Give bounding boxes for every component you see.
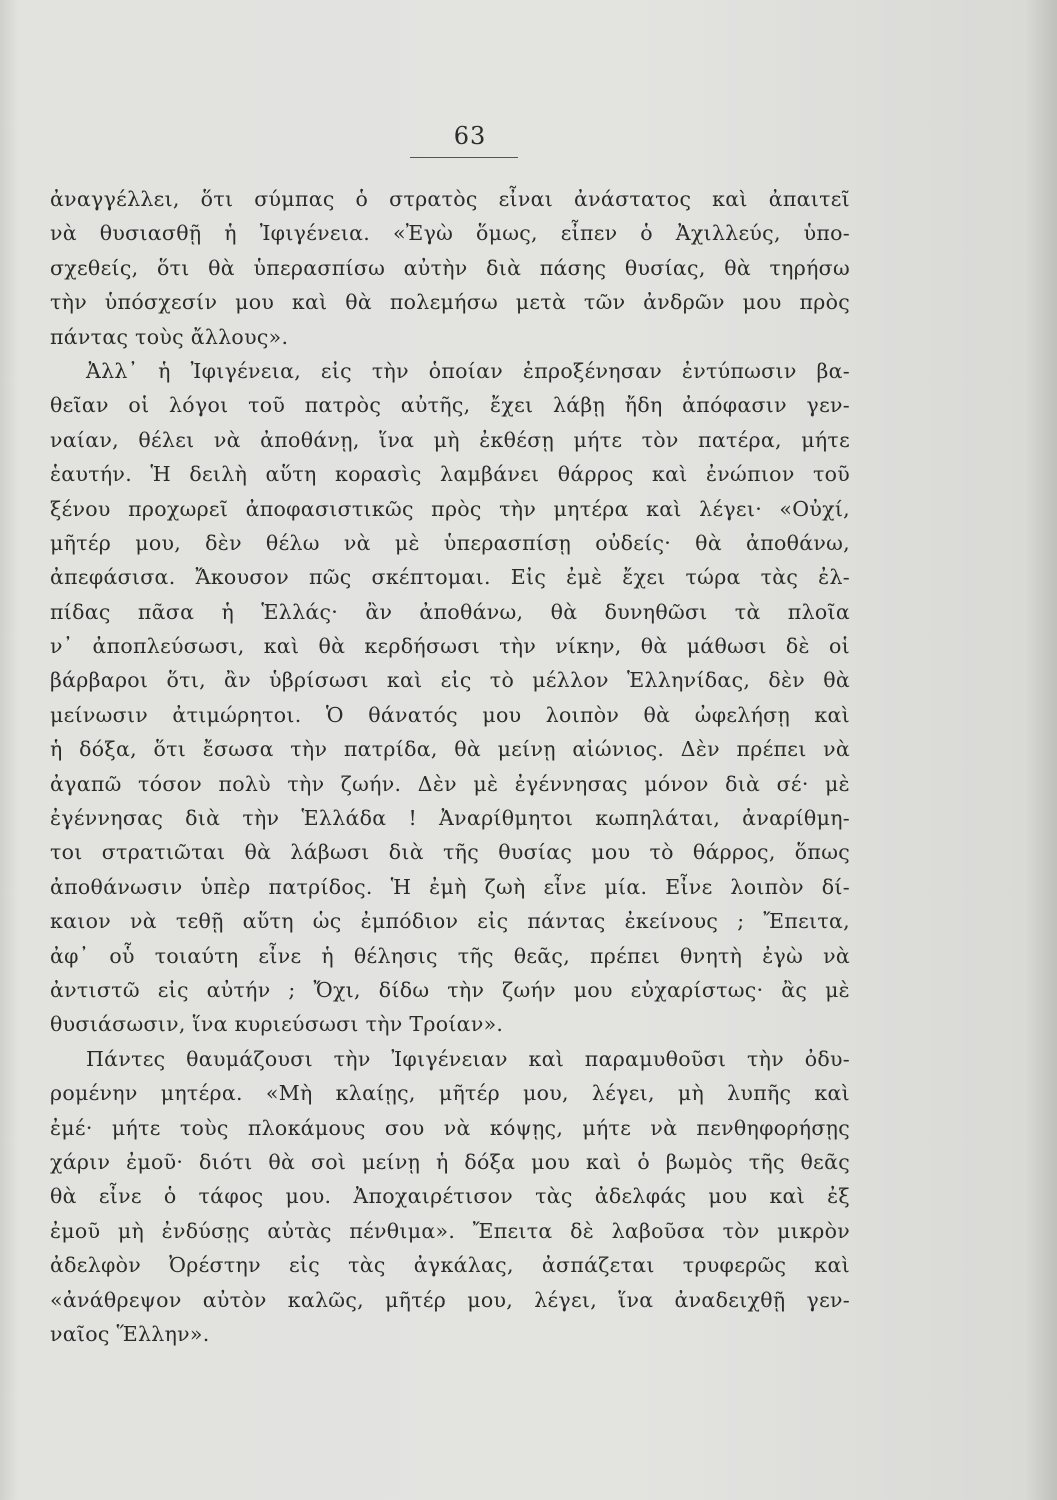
text-line: ν᾿ ἀποπλεύσωσι, καὶ θὰ κερδήσωσι τὴν νίκην, θὰ μάθωσι δὲ οἱ — [50, 634, 850, 659]
text-line: ἀφ᾿ οὗ τοιαύτη εἶνε ἡ θέλησις τῆς θεᾶς, πρέπει θνητὴ ἐγὼ νὰ — [50, 943, 850, 968]
text-line: πάντας τοὺς ἄλλους». — [50, 324, 289, 349]
text-line: χάριν ἐμοῦ· διότι θὰ σοὶ μείνῃ ἡ δόξα μου καὶ ὁ βωμὸς τῆς θεᾶς — [50, 1149, 850, 1174]
text-line: ναίαν, θέλει νὰ ἀποθάνῃ, ἵνα μὴ ἐκθέσῃ μήτε τὸν πατέρα, μήτε — [50, 427, 850, 452]
text-line: ἀπεφάσισα. Ἄκουσον πῶς σκέπτομαι. Εἰς ἐμὲ ἔχει τώρα τὰς ἐλ- — [50, 565, 850, 590]
text-line: τοι στρατιῶται θὰ λάβωσι διὰ τῆς θυσίας μου τὸ θάρρος, ὅπως — [50, 840, 850, 865]
text-line: ἀποθάνωσιν ὑπὲρ πατρίδος. Ἡ ἐμὴ ζωὴ εἶνε μία. Εἶνε λοιπὸν δί- — [50, 874, 850, 899]
text-line: ἐμοῦ μὴ ἐνδύσῃς αὐτὰς πένθιμα». Ἔπειτα δὲ λαβοῦσα τὸν μικρὸν — [50, 1218, 850, 1243]
text-line: ἀναγγέλλει, ὅτι σύμπας ὁ στρατὸς εἶναι ἀνάστατος καὶ ἀπαιτεῖ — [50, 187, 850, 211]
text-line: ναῖος Ἕλλην». — [50, 1321, 210, 1346]
page-number-rule — [410, 157, 518, 158]
body-text — [50, 182, 850, 1351]
text-line: μείνωσιν ἀτιμώρητοι. Ὁ θάνατός μου λοιπὸν θὰ ὠφελήσῃ καὶ — [50, 702, 850, 727]
text-line: μῆτέρ μου, δὲν θέλω νὰ μὲ ὑπερασπίσῃ οὐδείς· θὰ ἀποθάνω, — [50, 530, 850, 555]
text-line: βάρβαροι ὅτι, ἂν ὑβρίσωσι καὶ εἰς τὸ μέλλον Ἑλληνίδας, δὲν θὰ — [50, 668, 850, 693]
page-number: 63 — [453, 122, 487, 150]
text-line: ρομένην μητέρα. «Μὴ κλαίῃς, μῆτέρ μου, λέγει, μὴ λυπῆς καὶ — [50, 1081, 850, 1106]
text-line: «ἀνάθρεψον αὐτὸν καλῶς, μῆτέρ μου, λέγει, ἵνα ἀναδειχθῇ γεν- — [50, 1287, 850, 1312]
text-line: θὰ εἶνε ὁ τάφος μου. Ἀποχαιρέτισον τὰς ἀδελφάς μου καὶ ἐξ — [50, 1184, 850, 1209]
text-line: Πάντες θαυμάζουσι τὴν Ἰφιγένειαν καὶ παραμυθοῦσι τὴν ὀδυ- — [86, 1046, 850, 1071]
text-line: ἀντιστῶ εἰς αὐτήν ; Ὄχι, δίδω τὴν ζωήν μου εὐχαρίστως· ἂς μὲ — [50, 977, 850, 1002]
text-line: σχεθείς, ὅτι θὰ ὑπερασπίσω αὐτὴν διὰ πάσης θυσίας, θὰ τηρήσω — [50, 255, 850, 280]
text-line: ἀγαπῶ τόσον πολὺ τὴν ζωήν. Δὲν μὲ ἐγέννησας μόνον διὰ σέ· μὲ — [50, 771, 850, 796]
text-line: ἐμέ· μήτε τοὺς πλοκάμους σου νὰ κόψῃς, μήτε νὰ πενθηφορήσῃς — [50, 1115, 850, 1140]
text-line: ἐγέννησας διὰ τὴν Ἑλλάδα ! Ἀναρίθμητοι κωπηλάται, ἀναρίθμη- — [50, 806, 850, 831]
text-line: τὴν ὑπόσχεσίν μου καὶ θὰ πολεμήσω μετὰ τῶν ἀνδρῶν μου πρὸς — [50, 290, 850, 315]
text-line: Ἀλλ᾿ ἡ Ἰφιγένεια, εἰς τὴν ὁποίαν ἐπροξένησαν ἐντύπωσιν βα- — [86, 358, 850, 383]
text-line: ἡ δόξα, ὅτι ἔσωσα τὴν πατρίδα, θὰ μείνῃ αἰώνιος. Δὲν πρέπει νὰ — [50, 737, 850, 762]
text-line: ἀδελφὸν Ὀρέστην εἰς τὰς ἀγκάλας, ἀσπάζεται τρυφερῶς καὶ — [50, 1253, 850, 1278]
text-line: ἑαυτήν. Ἡ δειλὴ αὕτη κορασὶς λαμβάνει θάρρος καὶ ἐνώπιον τοῦ — [50, 462, 850, 487]
text-line: θυσιάσωσιν, ἵνα κυριεύσωσι τὴν Τροίαν». — [50, 1012, 504, 1037]
text-line: νὰ θυσιασθῇ ἡ Ἰφιγένεια. «Ἐγὼ ὅμως, εἶπεν ὁ Ἀχιλλεύς, ὑπο- — [50, 221, 850, 246]
text-line: ξένου προχωρεῖ ἀποφασιστικῶς πρὸς τὴν μητέρα καὶ λέγει· «Οὐχί, — [50, 496, 850, 521]
text-line: πίδας πᾶσα ἡ Ἑλλάς· ἂν ἀποθάνω, θὰ δυνηθῶσι τὰ πλοῖα — [50, 599, 850, 624]
text-line: θεῖαν οἱ λόγοι τοῦ πατρὸς αὐτῆς, ἔχει λάβῃ ἤδη ἀπόφασιν γεν- — [50, 393, 850, 418]
text-line: καιον νὰ τεθῇ αὕτη ὡς ἐμπόδιον εἰς πάντας ἐκείνους ; Ἔπειτα, — [50, 909, 850, 934]
